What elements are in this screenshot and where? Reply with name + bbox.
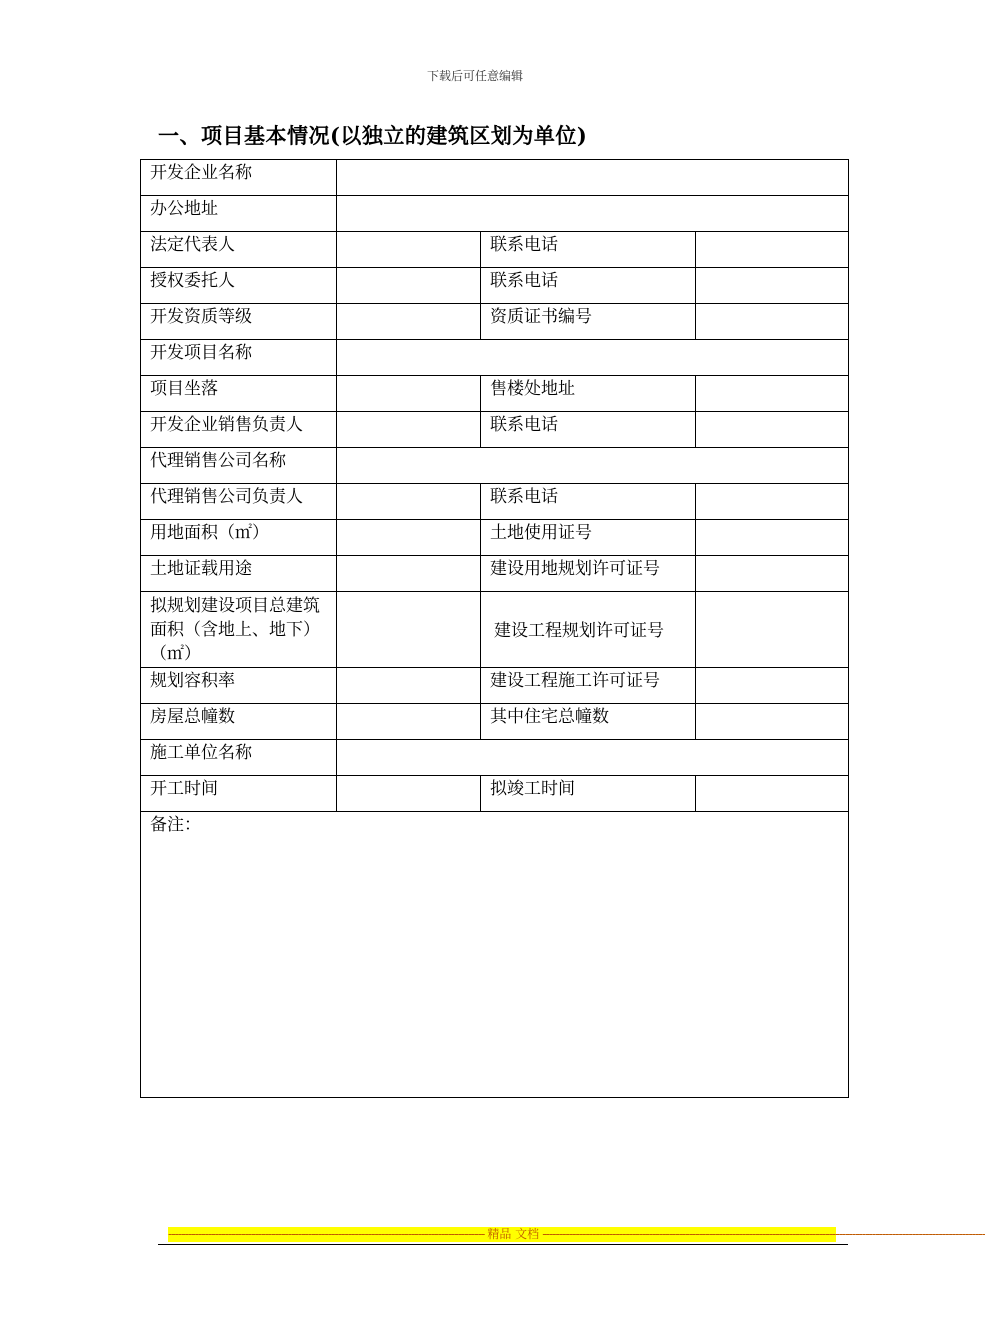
table-row: [141, 196, 849, 232]
label-sales-office-address: 售楼处地址: [481, 376, 696, 412]
table-row: [141, 304, 849, 340]
table-row: [141, 704, 849, 740]
remarks-field[interactable]: 备注：: [141, 812, 849, 1098]
label-agent-company-name: 代理销售公司名称: [141, 448, 337, 484]
field-engineering-planning-permit-no[interactable]: [696, 592, 849, 668]
field-agent-company-phone[interactable]: [696, 484, 849, 520]
label-project-location: 项目坐落: [141, 376, 337, 412]
field-land-cert-purpose[interactable]: [337, 556, 481, 592]
label-agent-company-phone: 联系电话: [481, 484, 696, 520]
field-construction-permit-no[interactable]: [696, 668, 849, 704]
label-authorized-agent-phone: 联系电话: [481, 268, 696, 304]
field-land-area[interactable]: [337, 520, 481, 556]
label-authorized-agent: 授权委托人: [141, 268, 337, 304]
field-project-name[interactable]: [337, 340, 849, 376]
field-contractor-name[interactable]: [337, 740, 849, 776]
label-legal-rep: 法定代表人: [141, 232, 337, 268]
field-residential-buildings[interactable]: [696, 704, 849, 740]
label-developer-name: 开发企业名称: [141, 160, 337, 196]
label-construction-permit-no: 建设工程施工许可证号: [481, 668, 696, 704]
footer-divider: [158, 1244, 848, 1245]
table-row: [141, 812, 849, 1098]
label-start-date: 开工时间: [141, 776, 337, 812]
field-agent-company-manager[interactable]: [337, 484, 481, 520]
field-developer-name[interactable]: [337, 160, 849, 196]
field-sales-manager-phone[interactable]: [696, 412, 849, 448]
table-row: [141, 556, 849, 592]
table-row: [141, 592, 849, 668]
footer-banner: [168, 1227, 985, 1242]
project-info-table: [140, 159, 849, 1098]
label-sales-manager: 开发企业销售负责人: [141, 412, 337, 448]
table-row: [141, 448, 849, 484]
table-row: [141, 668, 849, 704]
field-legal-rep[interactable]: [337, 232, 481, 268]
label-sales-manager-phone: 联系电话: [481, 412, 696, 448]
label-project-name: 开发项目名称: [141, 340, 337, 376]
table-row: [141, 268, 849, 304]
field-total-buildings[interactable]: [337, 704, 481, 740]
header-note: 下载后可任意编辑: [426, 69, 523, 83]
field-sales-office-address[interactable]: [696, 376, 849, 412]
label-agent-company-manager: 代理销售公司负责人: [141, 484, 337, 520]
table-row: [141, 376, 849, 412]
table-row: [141, 520, 849, 556]
label-contractor-name: 施工单位名称: [141, 740, 337, 776]
table-row: [141, 232, 849, 268]
field-project-location[interactable]: [337, 376, 481, 412]
label-office-address: 办公地址: [141, 196, 337, 232]
label-land-planning-permit-no: 建设用地规划许可证号: [481, 556, 696, 592]
label-completion-date: 拟竣工时间: [481, 776, 696, 812]
field-land-use-cert-no[interactable]: [696, 520, 849, 556]
field-plot-ratio[interactable]: [337, 668, 481, 704]
footer-label: 精品 文档: [487, 1227, 540, 1241]
table-row: [141, 776, 849, 812]
footer-dashes-left: -----------------------------------------------------------------------------------------------: [168, 1227, 485, 1241]
field-office-address[interactable]: [337, 196, 849, 232]
field-qualification-cert-no[interactable]: [696, 304, 849, 340]
field-authorized-agent-phone[interactable]: [696, 268, 849, 304]
field-authorized-agent[interactable]: [337, 268, 481, 304]
table-row: [141, 160, 849, 196]
label-engineering-planning-permit-no: 建设工程规划许可证号: [481, 592, 696, 668]
field-sales-manager[interactable]: [337, 412, 481, 448]
field-agent-company-name[interactable]: [337, 448, 849, 484]
label-qualification-level: 开发资质等级: [141, 304, 337, 340]
field-qualification-level[interactable]: [337, 304, 481, 340]
label-total-floor-area: 拟规划建设项目总建筑面积（含地上、地下）（㎡）: [141, 592, 337, 668]
label-plot-ratio: 规划容积率: [141, 668, 337, 704]
field-land-planning-permit-no[interactable]: [696, 556, 849, 592]
label-residential-buildings: 其中住宅总幢数: [481, 704, 696, 740]
table-row: [141, 340, 849, 376]
table-row: [141, 740, 849, 776]
label-land-use-cert-no: 土地使用证号: [481, 520, 696, 556]
label-land-cert-purpose: 土地证载用途: [141, 556, 337, 592]
label-total-buildings: 房屋总幢数: [141, 704, 337, 740]
field-total-floor-area[interactable]: [337, 592, 481, 668]
label-qualification-cert-no: 资质证书编号: [481, 304, 696, 340]
field-legal-rep-phone[interactable]: [696, 232, 849, 268]
field-completion-date[interactable]: [696, 776, 849, 812]
label-legal-rep-phone: 联系电话: [481, 232, 696, 268]
table-row: [141, 412, 849, 448]
section-title: 一、项目基本情况(以独立的建筑区划为单位): [158, 123, 588, 148]
label-land-area: 用地面积（㎡）: [141, 520, 337, 556]
table-row: [141, 484, 849, 520]
field-start-date[interactable]: [337, 776, 481, 812]
footer-dashes-right: -------------------------------------------------------------------------------------------------------------------------------------: [542, 1227, 985, 1241]
